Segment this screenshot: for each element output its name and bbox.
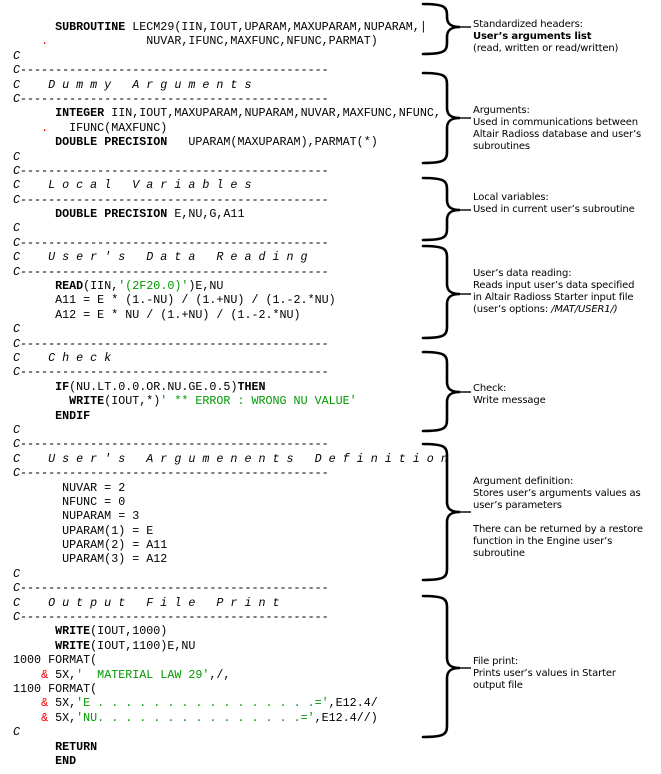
annotation-text: There can be returned by a restore bbox=[473, 524, 643, 535]
annotation-line bbox=[473, 395, 546, 407]
annotation-line bbox=[473, 656, 616, 668]
code-text: NUVAR = 2 bbox=[13, 480, 126, 495]
code-text: ENDIF bbox=[55, 408, 91, 423]
annotation-text: user’s parameters bbox=[473, 500, 562, 511]
code-text: IIN,IOUT,MAXUPARAM,NUPARAM,NUVAR,MAXFUNC,NFUNC, bbox=[104, 106, 441, 121]
annotation-text: Stores user’s arguments values as bbox=[473, 488, 641, 499]
annotation-line bbox=[473, 512, 643, 524]
code-text: (IOUT,1000) bbox=[90, 624, 168, 639]
code-text: C bbox=[13, 422, 21, 437]
annotation-line bbox=[473, 292, 634, 304]
annotation-text: File print: bbox=[473, 656, 519, 667]
code-text: C-------------------------------------------- bbox=[13, 192, 329, 207]
code-text: C-------------------------------------------- bbox=[13, 581, 329, 596]
continuation-mark: & bbox=[41, 667, 49, 682]
annotation-text: output file bbox=[473, 680, 523, 691]
code-text: (IOUT,*) bbox=[104, 394, 161, 409]
code-text: C bbox=[13, 725, 21, 740]
annotation-line bbox=[473, 268, 634, 280]
annotation-text: (read, written or read/written) bbox=[473, 43, 619, 54]
annotation-text: Used in current user’s subroutine bbox=[473, 204, 635, 215]
code-text: IFUNC(MAXFUNC) bbox=[48, 120, 168, 135]
code-text: | bbox=[419, 20, 427, 34]
annotation-text: subroutine bbox=[473, 548, 525, 559]
code-text: WRITE bbox=[55, 638, 91, 653]
annotation-text: (user’s options: bbox=[473, 304, 552, 315]
annotation-5 bbox=[473, 383, 546, 407]
code-text: E,NU,G,A11 bbox=[167, 207, 245, 222]
annotation-1 bbox=[473, 19, 618, 55]
code-text: UPARAM(MAXUPARAM),PARMAT(*) bbox=[167, 135, 378, 150]
annotation-line bbox=[473, 129, 641, 141]
code-text: ,/, bbox=[209, 667, 231, 682]
annotation-line bbox=[473, 524, 643, 536]
code-text: C bbox=[13, 149, 21, 164]
annotation-2 bbox=[473, 105, 641, 153]
annotation-line bbox=[473, 488, 643, 500]
code-text: C D u m m y A r g u m e n t s bbox=[13, 77, 252, 92]
code-text: C bbox=[13, 566, 21, 581]
annotation-text: User’s arguments list bbox=[473, 31, 592, 42]
code-text: ,E12.4//) bbox=[314, 710, 378, 725]
continuation-mark: & bbox=[41, 710, 49, 725]
code-text: C-------------------------------------------- bbox=[13, 336, 329, 351]
code-text: SUBROUTINE bbox=[55, 20, 126, 34]
code-text: (IIN, bbox=[83, 279, 119, 294]
code-text: 5X, bbox=[48, 696, 77, 711]
annotation-line bbox=[473, 31, 618, 43]
annotation-line bbox=[473, 304, 634, 316]
annotation-line bbox=[473, 192, 635, 204]
continuation-mark: & bbox=[41, 696, 49, 711]
annotation-6 bbox=[473, 476, 643, 560]
code-text: WRITE bbox=[55, 624, 91, 639]
annotation-4 bbox=[473, 268, 634, 316]
continuation-mark: . bbox=[41, 120, 49, 135]
annotation-line bbox=[473, 204, 635, 216]
code-text: C-------------------------------------------- bbox=[13, 466, 329, 481]
annotation-text: Write message bbox=[473, 395, 546, 406]
annotation-text: Argument definition: bbox=[473, 476, 574, 487]
annotation-line bbox=[473, 548, 643, 560]
code-text: 1000 FORMAT( bbox=[13, 653, 98, 668]
code-text: C-------------------------------------------- bbox=[13, 437, 329, 452]
code-text: C-------------------------------------------- bbox=[13, 264, 329, 279]
code-text: 5X, bbox=[48, 710, 77, 725]
code-text: NFUNC = 0 bbox=[13, 494, 126, 509]
code-text: DOUBLE PRECISION bbox=[55, 207, 168, 222]
code-text: NUPARAM = 3 bbox=[13, 509, 140, 524]
code-text: NUVAR,IFUNC,MAXFUNC,NFUNC,PARMAT) bbox=[48, 34, 378, 49]
code-text: 1100 FORMAT( bbox=[13, 681, 98, 696]
annotation-text: /MAT/USER1/) bbox=[551, 304, 618, 315]
code-text: READ bbox=[55, 279, 84, 294]
code-text: C L o c a l V a r i a b l e s bbox=[13, 178, 252, 193]
code-text: C-------------------------------------------- bbox=[13, 235, 329, 250]
code-text: C O u t p u t F i l e P r i n t bbox=[13, 595, 280, 610]
code-text: C U s e r ' s D a t a R e a d i n g bbox=[13, 250, 308, 265]
code-text: UPARAM(3) = A12 bbox=[13, 552, 168, 567]
code-text: C bbox=[13, 48, 21, 63]
annotation-text: function in the Engine user’s bbox=[473, 536, 613, 547]
code-text: LECM29(IIN,IOUT,UPARAM,MAXUPARAM,NUPARAM, bbox=[125, 20, 420, 34]
code-text: UPARAM(2) = A11 bbox=[13, 538, 168, 553]
code-text: (IOUT,1100)E,NU bbox=[90, 638, 196, 653]
annotation-text: Used in communications between bbox=[473, 117, 638, 128]
annotation-line bbox=[473, 280, 634, 292]
code-text: C bbox=[13, 322, 21, 337]
code-text: C-------------------------------------------- bbox=[13, 91, 329, 106]
code-text: DOUBLE PRECISION bbox=[55, 135, 168, 150]
annotation-line bbox=[473, 43, 618, 55]
code-string: 'NU. . . . . . . . . . . . . . .=' bbox=[76, 710, 315, 725]
code-text: (NU.LT.0.0.OR.NU.GE.0.5) bbox=[69, 379, 238, 394]
code-text: C-------------------------------------------- bbox=[13, 365, 329, 380]
code-text: C bbox=[13, 221, 21, 236]
code-text: )E,NU bbox=[188, 279, 224, 294]
annotation-line bbox=[473, 117, 641, 129]
annotation-line bbox=[473, 680, 616, 692]
annotation-text: in Altair Radioss Starter input file bbox=[473, 292, 634, 303]
code-string: ' MATERIAL LAW 29' bbox=[76, 667, 210, 682]
code-text: END bbox=[55, 753, 77, 768]
code-text: A12 = E * NU / (1.+NU) / (1.-2.*NU) bbox=[13, 307, 301, 322]
code-string: '(2F20.0)' bbox=[118, 279, 189, 294]
code-text: C C h e c k bbox=[13, 350, 112, 365]
code-text: WRITE bbox=[69, 394, 105, 409]
annotation-text: Check: bbox=[473, 383, 507, 394]
annotation-text: subroutines bbox=[473, 141, 530, 152]
code-string: 'E . . . . . . . . . . . . . . . .=' bbox=[76, 696, 329, 711]
code-text: C-------------------------------------------- bbox=[13, 610, 329, 625]
code-text: ,E12.4/ bbox=[328, 696, 378, 711]
annotation-line bbox=[473, 668, 616, 680]
annotation-text: Standardized headers: bbox=[473, 19, 583, 30]
annotation-3 bbox=[473, 192, 635, 216]
annotation-7 bbox=[473, 656, 616, 692]
code-text: RETURN bbox=[55, 739, 98, 754]
annotation-line bbox=[473, 536, 643, 548]
code-string: ' ** ERROR : WRONG NU VALUE' bbox=[160, 394, 357, 409]
annotation-text: Altair Radioss database and user’s bbox=[473, 129, 642, 140]
code-text: A11 = E * (1.-NU) / (1.+NU) / (1.-2.*NU) bbox=[13, 293, 336, 308]
code-text: 5X, bbox=[48, 667, 77, 682]
annotation-line bbox=[473, 383, 546, 395]
annotation-text: User’s data reading: bbox=[473, 268, 572, 279]
annotation-line bbox=[473, 476, 643, 488]
code-text: C-------------------------------------------- bbox=[13, 163, 329, 178]
annotation-text: Local variables: bbox=[473, 192, 549, 203]
code-text: C U s e r ' s A r g u m e n e n t s D e f i n i t i o n bbox=[13, 451, 448, 466]
annotation-line bbox=[473, 500, 643, 512]
code-text: IF bbox=[55, 379, 70, 394]
annotation-text: Arguments: bbox=[473, 105, 530, 116]
annotation-text: Prints user’s values in Starter bbox=[473, 668, 616, 679]
annotation-line bbox=[473, 19, 618, 31]
annotation-line bbox=[473, 105, 641, 117]
code-text: C-------------------------------------------- bbox=[13, 63, 329, 78]
annotation-line bbox=[473, 141, 641, 153]
annotation-text: Reads input user’s data specified bbox=[473, 280, 635, 291]
code-text: INTEGER bbox=[55, 106, 105, 121]
continuation-mark: . bbox=[41, 34, 49, 49]
code-text: THEN bbox=[237, 379, 266, 394]
code-text: UPARAM(1) = E bbox=[13, 523, 154, 538]
